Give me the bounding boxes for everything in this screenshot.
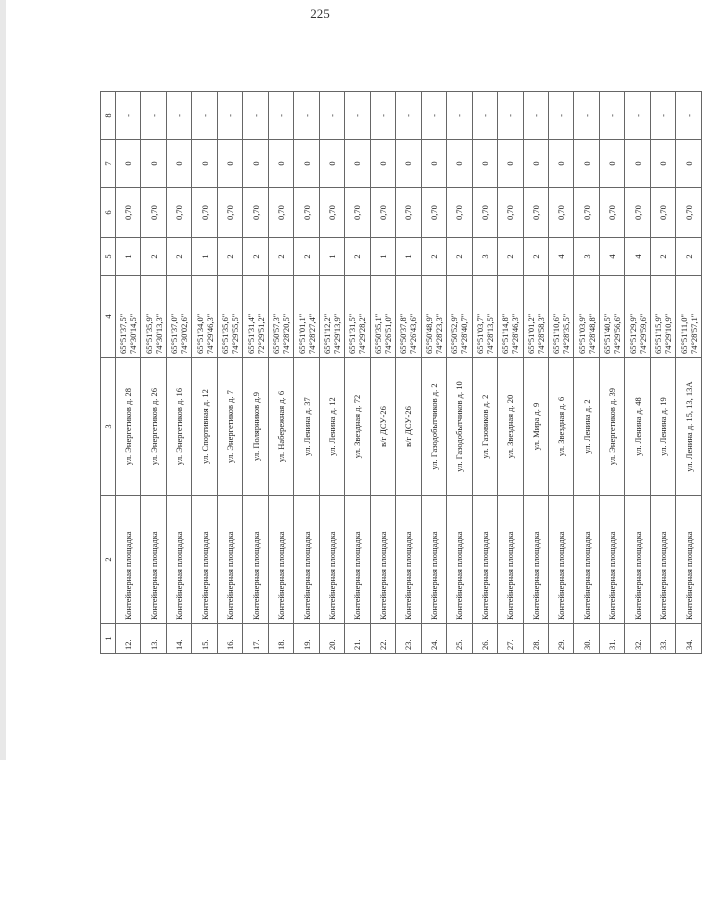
row-number-cell: 21.: [345, 624, 370, 654]
table-row: [523, 92, 548, 654]
container-volume-cell: 0,70: [625, 188, 650, 238]
column-7-cell: 0: [599, 140, 624, 188]
container-count-cell: 2: [166, 238, 191, 276]
column-7-cell: 0: [166, 140, 191, 188]
table-row: [676, 92, 702, 654]
container-count-cell: 1: [396, 238, 421, 276]
container-count-cell: 1: [370, 238, 395, 276]
header-cell: 5: [101, 238, 116, 276]
row-number-cell: 28.: [523, 624, 548, 654]
column-8-cell: -: [166, 92, 191, 140]
row-number-cell: 19.: [294, 624, 319, 654]
column-8-cell: -: [370, 92, 395, 140]
coordinates-cell: [141, 276, 166, 358]
address-cell: ул. Ленина д. 37: [294, 358, 319, 496]
site-type-cell: Контейнерная площадка: [676, 496, 702, 624]
column-7-cell: 0: [345, 140, 370, 188]
longitude-text: 74°28'13,5": [484, 313, 495, 354]
coordinates-cell: [548, 276, 573, 358]
column-7-cell: 0: [217, 140, 242, 188]
row-number-cell: 15.: [192, 624, 217, 654]
column-7-cell: 0: [192, 140, 217, 188]
address-cell: ул. Энергетиков д. 28: [116, 358, 141, 496]
container-count-cell: 1: [192, 238, 217, 276]
container-volume-cell: 0,70: [141, 188, 166, 238]
address-cell: в/г ДСУ-26: [370, 358, 395, 496]
latitude-text: 65°51'40,5": [602, 313, 613, 354]
table-row: [599, 92, 624, 654]
longitude-text: 74°30'13,3": [153, 313, 164, 354]
column-7-cell: 0: [447, 140, 472, 188]
row-number-cell: 33.: [650, 624, 675, 654]
column-7-cell: 0: [370, 140, 395, 188]
longitude-text: 74°30'14,5": [128, 313, 139, 354]
container-count-cell: 4: [548, 238, 573, 276]
site-type-cell: Контейнерная площадка: [192, 496, 217, 624]
latitude-text: 65°51'01,2": [525, 313, 536, 354]
latitude-text: 65°50'35,1": [372, 313, 383, 354]
site-type-cell: Контейнерная площадка: [396, 496, 421, 624]
site-type-cell: Контейнерная площадка: [294, 496, 319, 624]
table-body: [116, 92, 702, 654]
table-row: [116, 92, 141, 654]
container-count-cell: 2: [294, 238, 319, 276]
container-count-cell: 2: [523, 238, 548, 276]
header-cell: 4: [101, 276, 116, 358]
header-cell: 8: [101, 92, 116, 140]
address-cell: ул. Ленина д. 2: [574, 358, 599, 496]
latitude-text: 65°51'35,6": [220, 313, 231, 354]
site-type-cell: Контейнерная площадка: [166, 496, 191, 624]
site-type-cell: Контейнерная площадка: [243, 496, 268, 624]
container-count-cell: 3: [472, 238, 497, 276]
latitude-text: 65°51'29,9": [627, 313, 638, 354]
address-cell: ул. Газовиков д. 2: [472, 358, 497, 496]
row-number-cell: 16.: [217, 624, 242, 654]
latitude-text: 65°51'37,5": [118, 313, 129, 354]
table-row: [192, 92, 217, 654]
site-type-cell: Контейнерная площадка: [141, 496, 166, 624]
address-cell: ул. Мира д. 9: [523, 358, 548, 496]
column-7-cell: 0: [650, 140, 675, 188]
coordinates-cell: [294, 276, 319, 358]
longitude-text: 74°28'57,1": [688, 313, 699, 354]
column-8-cell: -: [141, 92, 166, 140]
site-type-cell: Контейнерная площадка: [116, 496, 141, 624]
address-cell: ул. Ленина д. 12: [319, 358, 344, 496]
column-8-cell: -: [548, 92, 573, 140]
table-row: [243, 92, 268, 654]
container-count-cell: 1: [319, 238, 344, 276]
page-bottom-margin: [0, 760, 640, 905]
container-volume-cell: 0,70: [676, 188, 702, 238]
latitude-text: 65°51'10,6": [551, 313, 562, 354]
column-7-cell: 0: [676, 140, 702, 188]
coordinates-cell: [243, 276, 268, 358]
row-number-cell: 29.: [548, 624, 573, 654]
column-8-cell: -: [498, 92, 523, 140]
row-number-cell: 20.: [319, 624, 344, 654]
coordinates-cell: [116, 276, 141, 358]
table-row: [319, 92, 344, 654]
address-cell: ул. Ленина д. 19: [650, 358, 675, 496]
row-number-cell: 32.: [625, 624, 650, 654]
longitude-text: 74°28'46,3": [510, 313, 521, 354]
column-8-cell: -: [345, 92, 370, 140]
longitude-text: 74°28'35,5": [561, 313, 572, 354]
longitude-text: 74°29'59,6": [637, 313, 648, 354]
address-cell: ул. Энергетиков д. 39: [599, 358, 624, 496]
site-type-cell: Контейнерная площадка: [217, 496, 242, 624]
container-count-cell: 4: [599, 238, 624, 276]
column-7-cell: 0: [319, 140, 344, 188]
column-7-cell: 0: [625, 140, 650, 188]
container-volume-cell: 0,70: [447, 188, 472, 238]
container-volume-cell: 0,70: [217, 188, 242, 238]
column-7-cell: 0: [472, 140, 497, 188]
coordinates-cell: [574, 276, 599, 358]
longitude-text: 74°30'02,6": [179, 313, 190, 354]
coordinates-cell: [472, 276, 497, 358]
longitude-text: 74°29'46,3": [204, 313, 215, 354]
column-8-cell: -: [268, 92, 293, 140]
latitude-text: 65°51'01,1": [296, 313, 307, 354]
column-8-cell: -: [676, 92, 702, 140]
container-count-cell: 2: [243, 238, 268, 276]
address-cell: ул. Полярников д.9: [243, 358, 268, 496]
column-7-cell: 0: [498, 140, 523, 188]
table-row: [166, 92, 191, 654]
column-8-cell: -: [421, 92, 446, 140]
container-count-cell: 4: [625, 238, 650, 276]
coordinates-cell: [166, 276, 191, 358]
table-row: [421, 92, 446, 654]
row-number-cell: 23.: [396, 624, 421, 654]
container-count-cell: 2: [421, 238, 446, 276]
coordinates-cell: [421, 276, 446, 358]
column-8-cell: -: [574, 92, 599, 140]
container-volume-cell: 0,70: [421, 188, 446, 238]
longitude-text: 74°28'23,3": [433, 313, 444, 354]
container-volume-cell: 0,70: [396, 188, 421, 238]
container-count-cell: 2: [676, 238, 702, 276]
table-row: [268, 92, 293, 654]
column-8-cell: -: [116, 92, 141, 140]
header-cell: 3: [101, 358, 116, 496]
site-type-cell: Контейнерная площадка: [319, 496, 344, 624]
container-volume-cell: 0,70: [268, 188, 293, 238]
coordinates-cell: [396, 276, 421, 358]
container-volume-cell: 0,70: [548, 188, 573, 238]
container-volume-cell: 0,70: [523, 188, 548, 238]
coordinates-cell: [523, 276, 548, 358]
address-cell: в/г ДСУ-26: [396, 358, 421, 496]
column-8-cell: -: [243, 92, 268, 140]
column-7-cell: 0: [548, 140, 573, 188]
table-row: [294, 92, 319, 654]
address-cell: ул. Ленина д. 15, 13, 13А: [676, 358, 702, 496]
container-count-cell: 2: [141, 238, 166, 276]
column-7-cell: 0: [396, 140, 421, 188]
site-type-cell: Контейнерная площадка: [498, 496, 523, 624]
container-count-cell: 2: [447, 238, 472, 276]
container-volume-cell: 0,70: [370, 188, 395, 238]
latitude-text: 65°50'57,3": [271, 313, 282, 354]
longitude-text: 74°28'27,4": [306, 313, 317, 354]
longitude-text: 74°29'56,6": [612, 313, 623, 354]
longitude-text: 74°26'51,0": [382, 313, 393, 354]
longitude-text: 74°26'43,6": [408, 313, 419, 354]
container-sites-table: [100, 91, 702, 654]
address-cell: ул. Набережная д. 6: [268, 358, 293, 496]
container-volume-cell: 0,70: [498, 188, 523, 238]
coordinates-cell: [498, 276, 523, 358]
latitude-text: 65°50'37,8": [398, 313, 409, 354]
column-8-cell: -: [523, 92, 548, 140]
column-8-cell: -: [294, 92, 319, 140]
coordinates-cell: [319, 276, 344, 358]
row-number-cell: 34.: [676, 624, 702, 654]
column-8-cell: -: [192, 92, 217, 140]
address-cell: ул. Звездная д. 6: [548, 358, 573, 496]
container-volume-cell: 0,70: [116, 188, 141, 238]
address-cell: ул. Звездная д. 72: [345, 358, 370, 496]
longitude-text: 74°29'28,2": [357, 313, 368, 354]
column-7-cell: 0: [523, 140, 548, 188]
longitude-text: 74°28'40,7": [459, 313, 470, 354]
row-number-cell: 13.: [141, 624, 166, 654]
column-8-cell: -: [217, 92, 242, 140]
row-number-cell: 24.: [421, 624, 446, 654]
latitude-text: 65°51'31,4": [245, 313, 256, 354]
coordinates-cell: [676, 276, 702, 358]
table-row: [548, 92, 573, 654]
column-8-cell: -: [319, 92, 344, 140]
coordinates-cell: [268, 276, 293, 358]
table-row: [650, 92, 675, 654]
site-type-cell: Контейнерная площадка: [268, 496, 293, 624]
row-number-cell: 22.: [370, 624, 395, 654]
container-volume-cell: 0,70: [650, 188, 675, 238]
row-number-cell: 14.: [166, 624, 191, 654]
address-cell: ул. Энергетиков д. 16: [166, 358, 191, 496]
latitude-text: 65°51'35,9": [143, 313, 154, 354]
container-count-cell: 3: [574, 238, 599, 276]
site-type-cell: Контейнерная площадка: [523, 496, 548, 624]
table-row: [396, 92, 421, 654]
container-count-cell: 2: [650, 238, 675, 276]
longitude-text: 72°29'51,2": [255, 313, 266, 354]
latitude-text: 65°51'34,0": [194, 313, 205, 354]
coordinates-cell: [217, 276, 242, 358]
column-8-cell: -: [625, 92, 650, 140]
column-7-cell: 0: [574, 140, 599, 188]
container-volume-cell: 0,70: [243, 188, 268, 238]
header-cell: 7: [101, 140, 116, 188]
header-cell: 2: [101, 496, 116, 624]
latitude-text: 65°50'48,9": [423, 313, 434, 354]
container-volume-cell: 0,70: [294, 188, 319, 238]
latitude-text: 65°51'12,2": [321, 313, 332, 354]
latitude-text: 65°51'03,9": [576, 313, 587, 354]
address-cell: ул. Энергетиков д. 7: [217, 358, 242, 496]
container-volume-cell: 0,70: [345, 188, 370, 238]
column-8-cell: -: [599, 92, 624, 140]
site-type-cell: Контейнерная площадка: [345, 496, 370, 624]
longitude-text: 74°29'13,9": [331, 313, 342, 354]
latitude-text: 65°51'14,8": [500, 313, 511, 354]
longitude-text: 74°28'48,8": [586, 313, 597, 354]
address-cell: ул. Газодобытчиков д. 2: [421, 358, 446, 496]
table-row: [141, 92, 166, 654]
address-cell: ул. Спортивная д. 12: [192, 358, 217, 496]
page-number: 225: [310, 6, 330, 21]
coordinates-cell: [650, 276, 675, 358]
column-8-cell: -: [472, 92, 497, 140]
address-cell: ул. Газодобытчиков д. 10: [447, 358, 472, 496]
rotated-table-wrapper: [100, 92, 702, 654]
column-8-cell: -: [396, 92, 421, 140]
latitude-text: 65°51'03,7": [474, 313, 485, 354]
coordinates-cell: [625, 276, 650, 358]
container-volume-cell: 0,70: [192, 188, 217, 238]
site-type-cell: Контейнерная площадка: [548, 496, 573, 624]
longitude-text: 74°29'10,9": [663, 313, 674, 354]
site-type-cell: Контейнерная площадка: [370, 496, 395, 624]
coordinates-cell: [192, 276, 217, 358]
column-7-cell: 0: [243, 140, 268, 188]
container-volume-cell: 0,70: [574, 188, 599, 238]
row-number-cell: 12.: [116, 624, 141, 654]
container-volume-cell: 0,70: [599, 188, 624, 238]
latitude-text: 65°51'15,9": [653, 313, 664, 354]
header-cell: 6: [101, 188, 116, 238]
row-number-cell: 25.: [447, 624, 472, 654]
coordinates-cell: [370, 276, 395, 358]
container-volume-cell: 0,70: [472, 188, 497, 238]
container-count-cell: 2: [498, 238, 523, 276]
column-7-cell: 0: [116, 140, 141, 188]
container-count-cell: 2: [345, 238, 370, 276]
latitude-text: 65°51'11,0": [678, 314, 689, 354]
table-row: [370, 92, 395, 654]
row-number-cell: 17.: [243, 624, 268, 654]
coordinates-cell: [447, 276, 472, 358]
container-volume-cell: 0,70: [166, 188, 191, 238]
site-type-cell: Контейнерная площадка: [472, 496, 497, 624]
table-row: [472, 92, 497, 654]
row-number-cell: 30.: [574, 624, 599, 654]
address-cell: ул. Звездная д. 20: [498, 358, 523, 496]
longitude-text: 74°29'55,5": [230, 313, 241, 354]
site-type-cell: Контейнерная площадка: [625, 496, 650, 624]
column-7-cell: 0: [268, 140, 293, 188]
site-type-cell: Контейнерная площадка: [574, 496, 599, 624]
longitude-text: 74°28'20,5": [281, 313, 292, 354]
column-7-cell: 0: [421, 140, 446, 188]
row-number-cell: 26.: [472, 624, 497, 654]
container-count-cell: 2: [268, 238, 293, 276]
table-row: [217, 92, 242, 654]
coordinates-cell: [599, 276, 624, 358]
table-row: [574, 92, 599, 654]
column-7-cell: 0: [294, 140, 319, 188]
row-number-cell: 31.: [599, 624, 624, 654]
site-type-cell: Контейнерная площадка: [447, 496, 472, 624]
column-8-cell: -: [447, 92, 472, 140]
header-cell: 1: [101, 624, 116, 654]
row-number-cell: 18.: [268, 624, 293, 654]
site-type-cell: Контейнерная площадка: [421, 496, 446, 624]
address-cell: ул. Ленина д. 48: [625, 358, 650, 496]
coordinates-cell: [345, 276, 370, 358]
latitude-text: 65°51'31,5": [347, 313, 358, 354]
table-row: [345, 92, 370, 654]
table-row: [498, 92, 523, 654]
container-count-cell: 1: [116, 238, 141, 276]
column-7-cell: 0: [141, 140, 166, 188]
container-volume-cell: 0,70: [319, 188, 344, 238]
latitude-text: 65°50'52,9": [449, 313, 460, 354]
longitude-text: 74°28'58,3": [535, 313, 546, 354]
site-type-cell: Контейнерная площадка: [599, 496, 624, 624]
address-cell: ул. Энергетиков д. 26: [141, 358, 166, 496]
table-row: [625, 92, 650, 654]
table-row: [447, 92, 472, 654]
site-type-cell: Контейнерная площадка: [650, 496, 675, 624]
row-number-cell: 27.: [498, 624, 523, 654]
latitude-text: 65°51'37,0": [169, 313, 180, 354]
table-header-row: [101, 92, 116, 654]
column-8-cell: -: [650, 92, 675, 140]
container-count-cell: 2: [217, 238, 242, 276]
